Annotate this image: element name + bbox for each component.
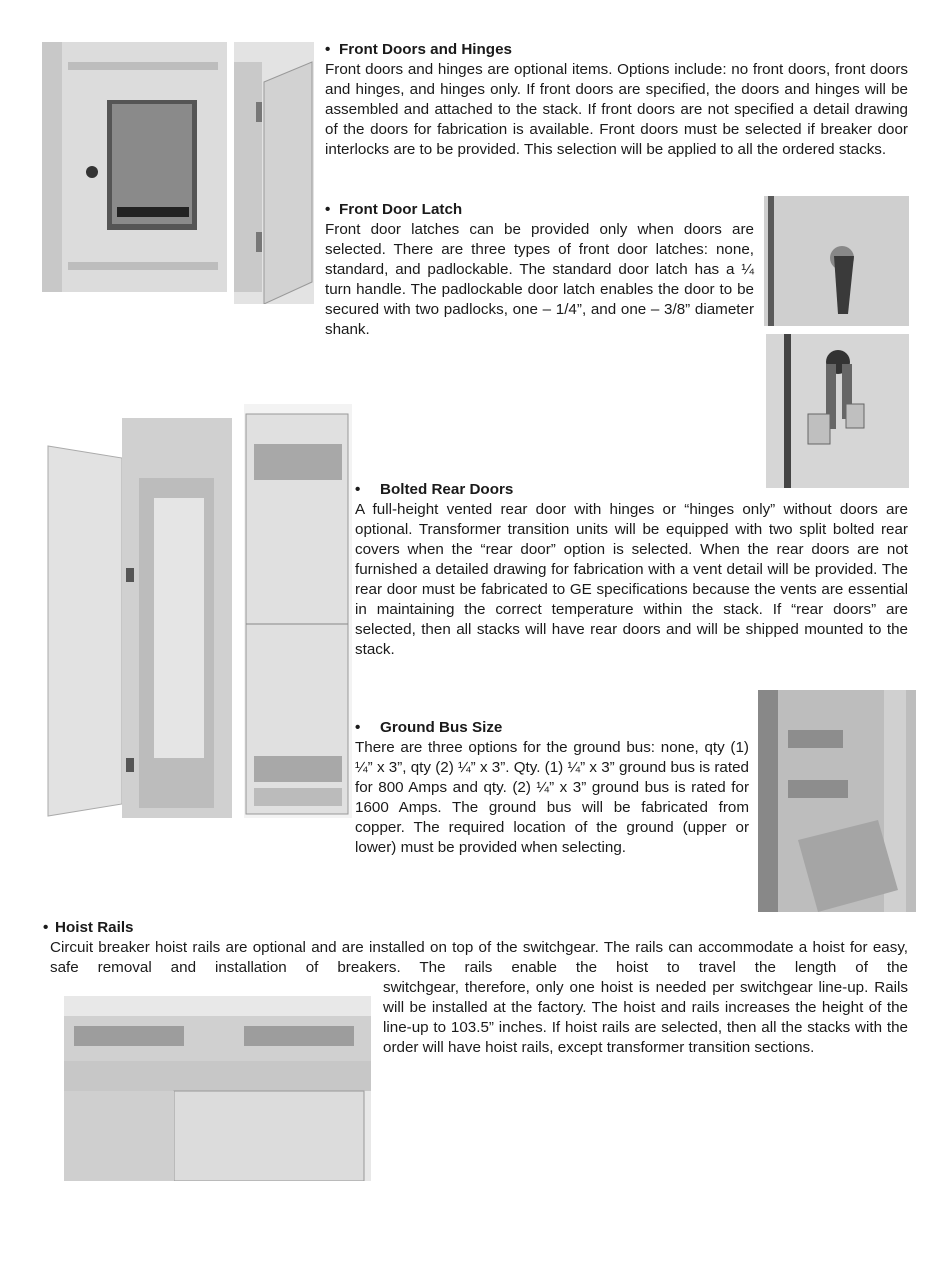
rear-doors-section <box>355 480 908 660</box>
hoist-rails-body-bottom: switchgear, therefore, only one hoist is needed per switchgear line-up. Rails will be installed at the factory. The hoist and rails increases the height of the line-up to 103.5” inches. If hoist rails are selected, then all the stacks with the order will have hoist rails, except transformer transition sections. <box>383 979 908 1056</box>
door-latch-heading: • Front Door Latch <box>325 201 463 218</box>
rear-doors-body: A full-height vented rear door with hinges or “hinges only” without doors are optional. Transformer transition units will be equipped with two split bolted rear covers when the “rear door” option is selected. When the rear doors are not furnished a detailed drawing for fabrication with a vent detail will be provided. The rear door must be fabricated to GE specifications because the vents are essential in maintaining the correct temperature within the stack. If “rear doors” are selected, then all stacks will have rear doors and will be shipped mounted to the stack. <box>355 501 908 658</box>
front-doors-body: Front doors and hinges are optional items. Options include: no front doors, front doors and hinges, and hinges only. If front doors are specified, the doors and hinges will be assembled and attached to the stack. If front doors are not specified a detail drawing of the doors for fabrication is available. Front doors must be selected if breaker door interlocks are to be provided. This selection will be applied to all the ordered stacks. <box>325 61 908 158</box>
front-doors-section <box>325 40 908 160</box>
door-hinge-photo <box>234 42 314 304</box>
hoist-rails-heading: • Hoist Rails <box>43 919 134 936</box>
hoist-rails-photo <box>64 996 371 1181</box>
front-doors-heading: • Front Doors and Hinges <box>325 41 512 58</box>
rear-door-open-photo <box>44 418 234 818</box>
standard-latch-photo <box>764 196 909 326</box>
vented-rear-door-photo <box>244 404 352 818</box>
hoist-rails-heading-block <box>43 918 443 938</box>
rear-doors-heading: • Bolted Rear Doors <box>355 481 514 498</box>
door-latch-body: Front door latches can be provided only when doors are selected. There are three types of front door latches: none, standard, and padlockable. The standard door latch has a ¼ turn handle. The padlockable door latch enables the door to be secured with two padlocks, one – 1/4”, and one – 3/8” diameter shank. <box>325 221 754 338</box>
ground-bus-section <box>355 718 749 858</box>
ground-bus-photo <box>758 690 916 912</box>
ground-bus-heading: • Ground Bus Size <box>355 719 503 736</box>
hoist-rails-body-top: Circuit breaker hoist rails are optional and are installed on top of the switchgear. The rails can accommodate a hoist for easy, safe removal and installation of breakers. The rails enable the hoist to travel the length of the <box>50 939 908 976</box>
door-latch-section <box>325 200 754 340</box>
padlockable-latch-photo <box>766 334 909 488</box>
ground-bus-body: There are three options for the ground bus: none, qty (1) ¼” x 3”, qty (2) ¼” x 3”. Qty. (1) ¼” x 3” ground bus is rated for 800 Amps and qty. (2) ¼” x 3” ground bus is rated for 1600 Amps. The ground bus will be fabricated from copper. The required location of the ground (upper or lower) must be provided when selecting. <box>355 739 749 856</box>
front-door-photo <box>42 42 227 292</box>
